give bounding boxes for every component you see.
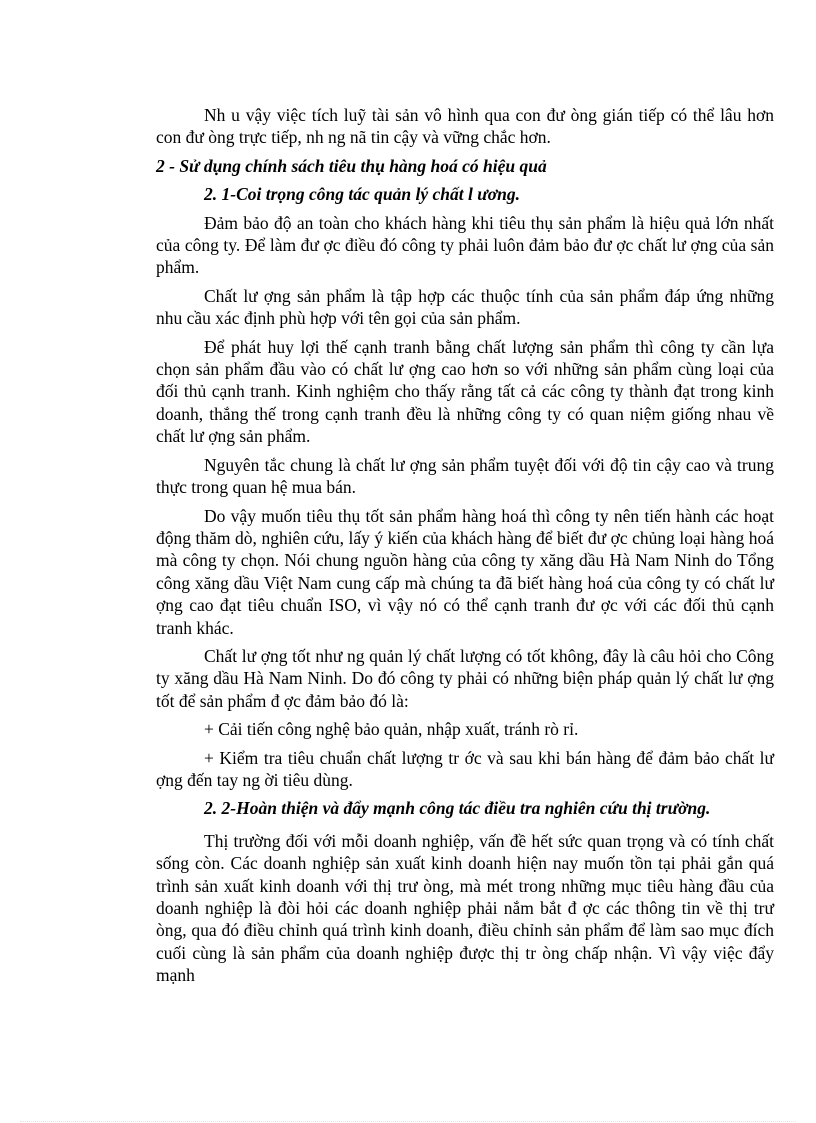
paragraph-quality-management: Chất lư ợng tốt như ng quản lý chất lượng có tốt không, đây là câu hỏi cho Công ty xăng dầu Hà Nam Ninh. Do đó công ty phải có những biện pháp quản lý chất lư ợng tốt để sản phẩm đ ợc đảm bảo đó là: xyxy=(156,645,774,711)
bullet-item-technology: + Cải tiến công nghệ bảo quản, nhập xuất, tránh rò rỉ. xyxy=(204,719,579,740)
page-bottom-border xyxy=(20,1121,796,1122)
subsection-heading-2-2: 2. 2-Hoàn thiện và đẩy mạnh công tác điều tra nghiên cứu thị trường. xyxy=(204,798,711,819)
paragraph-quality-definition: Chất lư ợng sản phẩm là tập hợp các thuộc tính của sản phẩm đáp ứng những nhu cầu xác định phù hợp với tên gọi của sản phẩm. xyxy=(156,285,774,329)
paragraph-principle: Nguyên tắc chung là chất lư ợng sản phẩm tuyệt đối với độ tin cậy cao và trung thực trong quan hệ mua bán. xyxy=(156,454,774,498)
bullet-item-inspection: + Kiểm tra tiêu chuẩn chất lượng tr ớc và sau khi bán hàng để đảm bảo chất lư ợng đến tay ng ời tiêu dùng. xyxy=(156,747,774,790)
document-page xyxy=(156,104,774,993)
paragraph-market-research: Do vậy muốn tiêu thụ tốt sản phẩm hàng hoá thì công ty nên tiến hành các hoạt động thăm dò, nghiên cứu, lấy ý kiến của khách hàng để biết đư ợc chủng loại hàng hoá mà công ty chọn. Nói chung nguồn hàng của công ty xăng dầu Hà Nam Ninh do Tổng công xăng dầu Việt Nam cung cấp mà chúng ta đã biết hàng hoá của công ty có chất lư ợng cao đạt tiêu chuẩn ISO, vì vậy nó có thể cạnh tranh đư ợc với các đối thủ cạnh tranh khác. xyxy=(156,505,774,638)
paragraph-competitive-advantage: Để phát huy lợi thế cạnh tranh bằng chất lượng sản phẩm thì công ty cần lựa chọn sản phẩm đầu vào có chất lư ợng cao hơn so với những sản phẩm cùng loại của đối thủ cạnh tranh. Kinh nghiệm cho thấy rằng tất cả các công ty thành đạt trong kinh doanh, thắng thế trong cạnh tranh đều là những công ty có quan niệm giống nhau về chất lư ợng sản phẩm. xyxy=(156,336,774,447)
paragraph-safety: Đảm bảo độ an toàn cho khách hàng khi tiêu thụ sản phẩm là hiệu quả lớn nhất của công ty. Để làm đư ợc điều đó công ty phải luôn đảm bảo đư ợc chất lư ợng của sản phẩm. xyxy=(156,212,774,278)
paragraph-intro: Nh u vậy việc tích luỹ tài sản vô hình qua con đư òng gián tiếp có thể lâu hơn con đư òng trực tiếp, nh ng nã tin cậy và vững chắc hơn. xyxy=(156,105,774,148)
section-heading-2: 2 - Sử dụng chính sách tiêu thụ hàng hoá có hiệu quả xyxy=(156,155,547,176)
paragraph-market: Thị trường đối với mỗi doanh nghiệp, vấn đề hết sức quan trọng và có tính chất sống còn. Các doanh nghiệp sản xuất kinh doanh hiện nay muốn tồn tại phải gắn quá trình sản xuất kinh doanh với thị trư òng, mà mét trong những mục tiêu hàng đầu của doanh nghiệp là đòi hỏi các doanh nghiệp phải nắm bắt đ ợc các thông tin về thị trư òng, qua đó điều chỉnh quá trình kinh doanh, điều chỉnh sản phẩm để làm sao mục đích cuối cùng là sản phẩm của doanh nghiệp được thị tr òng chấp nhận. Vì vậy việc đẩy mạnh xyxy=(156,830,774,986)
subsection-heading-2-1: 2. 1-Coi trọng công tác quản lý chất l ương. xyxy=(204,184,520,205)
